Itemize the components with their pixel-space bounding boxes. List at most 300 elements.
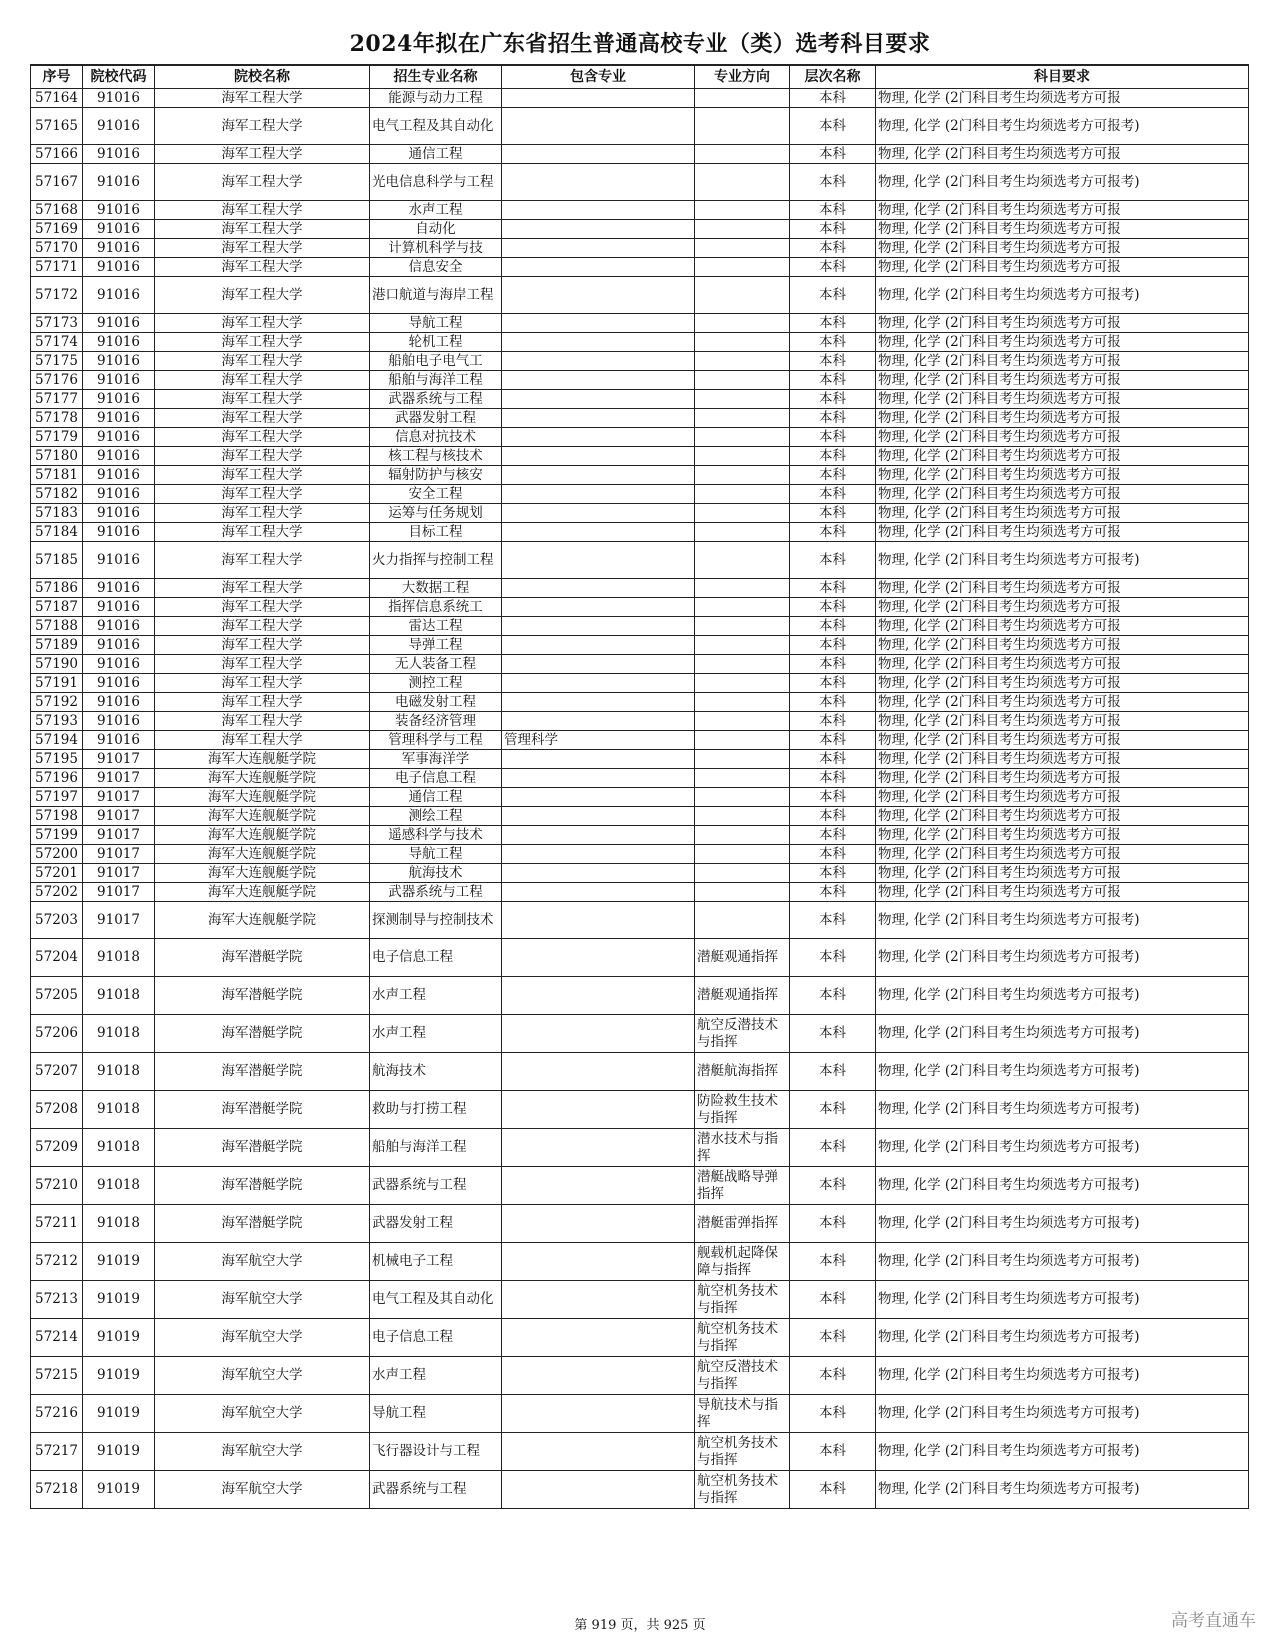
cell-requirement: 物理, 化学 (2门科目考生均须选考方可报 — [876, 239, 1249, 258]
cell-requirement: 物理, 化学 (2门科目考生均须选考方可报 — [876, 769, 1249, 788]
cell-school: 海军工程大学 — [155, 466, 370, 485]
cell-major: 通信工程 — [370, 145, 502, 164]
cell-code: 91016 — [83, 201, 155, 220]
table-row — [31, 447, 1249, 466]
cell-include — [502, 693, 695, 712]
cell-code: 91017 — [83, 883, 155, 902]
cell-code: 91019 — [83, 1471, 155, 1509]
cell-include — [502, 712, 695, 731]
cell-include — [502, 409, 695, 428]
cell-level: 本科 — [790, 693, 876, 712]
cell-code: 91016 — [83, 579, 155, 598]
cell-school: 海军工程大学 — [155, 314, 370, 333]
table-row — [31, 1357, 1249, 1395]
cell-direction — [695, 883, 790, 902]
cell-major: 管理科学与工程 — [370, 731, 502, 750]
cell-include — [502, 428, 695, 447]
page-footer: 第 919 页，共 925 页 — [574, 1618, 706, 1633]
cell-school: 海军大连舰艇学院 — [155, 826, 370, 845]
table-row — [31, 636, 1249, 655]
cell-school: 海军工程大学 — [155, 428, 370, 447]
cell-include — [502, 390, 695, 409]
cell-include — [502, 1281, 695, 1319]
cell-code: 91016 — [83, 447, 155, 466]
cell-major: 光电信息科学与工程 — [370, 164, 502, 201]
cell-code: 91016 — [83, 542, 155, 579]
cell-include — [502, 750, 695, 769]
cell-code: 91016 — [83, 352, 155, 371]
cell-code: 91017 — [83, 826, 155, 845]
cell-include — [502, 371, 695, 390]
cell-direction — [695, 826, 790, 845]
cell-level: 本科 — [790, 504, 876, 523]
cell-requirement: 物理, 化学 (2门科目考生均须选考方可报 — [876, 579, 1249, 598]
cell-code: 91018 — [83, 977, 155, 1015]
cell-direction: 航空反潜技术与指挥 — [695, 1357, 790, 1395]
cell-id: 57178 — [31, 409, 83, 428]
cell-school: 海军工程大学 — [155, 542, 370, 579]
cell-school: 海军潜艇学院 — [155, 1205, 370, 1243]
cell-id: 57199 — [31, 826, 83, 845]
cell-code: 91018 — [83, 939, 155, 977]
cell-direction — [695, 485, 790, 504]
cell-requirement: 物理, 化学 (2门科目考生均须选考方可报 — [876, 845, 1249, 864]
header-major: 招生专业名称 — [370, 65, 502, 89]
cell-code: 91017 — [83, 769, 155, 788]
cell-code: 91017 — [83, 788, 155, 807]
cell-id: 57180 — [31, 447, 83, 466]
cell-id: 57169 — [31, 220, 83, 239]
table-row — [31, 769, 1249, 788]
cell-level: 本科 — [790, 89, 876, 108]
table-row — [31, 1471, 1249, 1509]
cell-requirement: 物理, 化学 (2门科目考生均须选考方可报 — [876, 750, 1249, 769]
table-row — [31, 579, 1249, 598]
cell-include — [502, 1433, 695, 1471]
table-row — [31, 314, 1249, 333]
cell-direction — [695, 220, 790, 239]
cell-direction — [695, 314, 790, 333]
cell-direction — [695, 579, 790, 598]
table-row — [31, 598, 1249, 617]
cell-include — [502, 826, 695, 845]
cell-direction — [695, 731, 790, 750]
cell-include — [502, 807, 695, 826]
cell-major: 遥感科学与技术 — [370, 826, 502, 845]
table-row — [31, 655, 1249, 674]
cell-include — [502, 201, 695, 220]
table-row — [31, 409, 1249, 428]
cell-school: 海军工程大学 — [155, 89, 370, 108]
cell-include — [502, 258, 695, 277]
table-body — [31, 89, 1249, 1509]
table-row — [31, 333, 1249, 352]
cell-direction — [695, 788, 790, 807]
cell-include — [502, 902, 695, 939]
cell-direction — [695, 807, 790, 826]
cell-include — [502, 314, 695, 333]
cell-school: 海军工程大学 — [155, 655, 370, 674]
cell-id: 57189 — [31, 636, 83, 655]
table-row — [31, 826, 1249, 845]
cell-code: 91016 — [83, 523, 155, 542]
cell-code: 91016 — [83, 277, 155, 314]
cell-major: 安全工程 — [370, 485, 502, 504]
cell-requirement: 物理, 化学 (2门科目考生均须选考方可报 — [876, 807, 1249, 826]
cell-major: 电子信息工程 — [370, 939, 502, 977]
cell-major: 电子信息工程 — [370, 769, 502, 788]
cell-code: 91016 — [83, 712, 155, 731]
cell-id: 57218 — [31, 1471, 83, 1509]
cell-direction: 航空机务技术与指挥 — [695, 1433, 790, 1471]
table-row — [31, 1319, 1249, 1357]
cell-requirement: 物理, 化学 (2门科目考生均须选考方可报 — [876, 731, 1249, 750]
cell-include — [502, 89, 695, 108]
cell-direction — [695, 89, 790, 108]
table-row — [31, 258, 1249, 277]
cell-major: 武器发射工程 — [370, 1205, 502, 1243]
cell-code: 91016 — [83, 390, 155, 409]
table-row — [31, 1015, 1249, 1053]
cell-requirement: 物理, 化学 (2门科目考生均须选考方可报 — [876, 655, 1249, 674]
table-row — [31, 731, 1249, 750]
cell-major: 飞行器设计与工程 — [370, 1433, 502, 1471]
table-row — [31, 504, 1249, 523]
cell-direction — [695, 542, 790, 579]
cell-school: 海军工程大学 — [155, 220, 370, 239]
cell-id: 57172 — [31, 277, 83, 314]
cell-direction: 潜艇雷弹指挥 — [695, 1205, 790, 1243]
table-row — [31, 371, 1249, 390]
cell-code: 91018 — [83, 1167, 155, 1205]
cell-include — [502, 1319, 695, 1357]
cell-include — [502, 239, 695, 258]
cell-requirement: 物理, 化学 (2门科目考生均须选考方可报 — [876, 201, 1249, 220]
cell-school: 海军大连舰艇学院 — [155, 864, 370, 883]
table-row — [31, 1091, 1249, 1129]
cell-major: 电磁发射工程 — [370, 693, 502, 712]
cell-school: 海军航空大学 — [155, 1395, 370, 1433]
cell-direction — [695, 145, 790, 164]
cell-major: 信息安全 — [370, 258, 502, 277]
cell-school: 海军工程大学 — [155, 390, 370, 409]
cell-level: 本科 — [790, 1281, 876, 1319]
cell-requirement: 物理, 化学 (2门科目考生均须选考方可报考) — [876, 1471, 1249, 1509]
cell-id: 57217 — [31, 1433, 83, 1471]
cell-code: 91016 — [83, 89, 155, 108]
cell-school: 海军航空大学 — [155, 1243, 370, 1281]
cell-code: 91018 — [83, 1015, 155, 1053]
cell-level: 本科 — [790, 617, 876, 636]
table-row — [31, 1243, 1249, 1281]
cell-requirement: 物理, 化学 (2门科目考生均须选考方可报 — [876, 485, 1249, 504]
cell-code: 91016 — [83, 239, 155, 258]
cell-major: 电气工程及其自动化 — [370, 1281, 502, 1319]
cell-include — [502, 1357, 695, 1395]
cell-direction — [695, 655, 790, 674]
cell-school: 海军大连舰艇学院 — [155, 788, 370, 807]
cell-major: 武器系统与工程 — [370, 390, 502, 409]
cell-direction — [695, 277, 790, 314]
cell-code: 91016 — [83, 333, 155, 352]
cell-id: 57195 — [31, 750, 83, 769]
cell-major: 目标工程 — [370, 523, 502, 542]
cell-level: 本科 — [790, 371, 876, 390]
cell-id: 57176 — [31, 371, 83, 390]
table-row — [31, 807, 1249, 826]
cell-include — [502, 447, 695, 466]
cell-id: 57191 — [31, 674, 83, 693]
cell-include — [502, 108, 695, 145]
cell-include — [502, 864, 695, 883]
cell-major: 水声工程 — [370, 1357, 502, 1395]
cell-requirement: 物理, 化学 (2门科目考生均须选考方可报考) — [876, 1433, 1249, 1471]
cell-level: 本科 — [790, 750, 876, 769]
cell-code: 91016 — [83, 409, 155, 428]
cell-id: 57209 — [31, 1129, 83, 1167]
cell-direction — [695, 617, 790, 636]
cell-include — [502, 977, 695, 1015]
cell-level: 本科 — [790, 712, 876, 731]
cell-code: 91017 — [83, 902, 155, 939]
cell-major: 电气工程及其自动化 — [370, 108, 502, 145]
cell-include — [502, 598, 695, 617]
cell-include — [502, 1129, 695, 1167]
cell-code: 91019 — [83, 1395, 155, 1433]
cell-major: 船舶电子电气工 — [370, 352, 502, 371]
cell-school: 海军航空大学 — [155, 1281, 370, 1319]
cell-direction — [695, 845, 790, 864]
cell-id: 57177 — [31, 390, 83, 409]
cell-school: 海军大连舰艇学院 — [155, 845, 370, 864]
cell-include — [502, 504, 695, 523]
header-direction: 专业方向 — [695, 65, 790, 89]
cell-code: 91016 — [83, 485, 155, 504]
cell-id: 57201 — [31, 864, 83, 883]
cell-id: 57208 — [31, 1091, 83, 1129]
cell-requirement: 物理, 化学 (2门科目考生均须选考方可报 — [876, 617, 1249, 636]
cell-level: 本科 — [790, 390, 876, 409]
cell-requirement: 物理, 化学 (2门科目考生均须选考方可报 — [876, 466, 1249, 485]
cell-include — [502, 769, 695, 788]
cell-id: 57179 — [31, 428, 83, 447]
cell-major: 计算机科学与技 — [370, 239, 502, 258]
cell-major: 探测制导与控制技术 — [370, 902, 502, 939]
cell-code: 91016 — [83, 145, 155, 164]
table-row — [31, 201, 1249, 220]
table-row — [31, 89, 1249, 108]
cell-level: 本科 — [790, 1053, 876, 1091]
cell-include — [502, 333, 695, 352]
cell-level: 本科 — [790, 314, 876, 333]
cell-level: 本科 — [790, 1129, 876, 1167]
cell-level: 本科 — [790, 1357, 876, 1395]
cell-id: 57183 — [31, 504, 83, 523]
cell-requirement: 物理, 化学 (2门科目考生均须选考方可报 — [876, 788, 1249, 807]
table-row — [31, 164, 1249, 201]
table-row — [31, 977, 1249, 1015]
cell-include — [502, 883, 695, 902]
table-row — [31, 108, 1249, 145]
cell-school: 海军大连舰艇学院 — [155, 769, 370, 788]
cell-level: 本科 — [790, 1167, 876, 1205]
cell-school: 海军工程大学 — [155, 201, 370, 220]
cell-direction: 潜艇观通指挥 — [695, 977, 790, 1015]
cell-code: 91018 — [83, 1205, 155, 1243]
cell-include — [502, 1167, 695, 1205]
table-row — [31, 145, 1249, 164]
cell-id: 57198 — [31, 807, 83, 826]
header-level: 层次名称 — [790, 65, 876, 89]
cell-school: 海军工程大学 — [155, 485, 370, 504]
cell-school: 海军工程大学 — [155, 447, 370, 466]
cell-level: 本科 — [790, 1243, 876, 1281]
cell-major: 武器系统与工程 — [370, 1471, 502, 1509]
cell-direction — [695, 447, 790, 466]
cell-include — [502, 1091, 695, 1129]
cell-direction — [695, 598, 790, 617]
cell-requirement: 物理, 化学 (2门科目考生均须选考方可报 — [876, 447, 1249, 466]
cell-requirement: 物理, 化学 (2门科目考生均须选考方可报考) — [876, 542, 1249, 579]
cell-direction: 航空反潜技术与指挥 — [695, 1015, 790, 1053]
cell-level: 本科 — [790, 939, 876, 977]
cell-include — [502, 485, 695, 504]
cell-requirement: 物理, 化学 (2门科目考生均须选考方可报 — [876, 220, 1249, 239]
cell-id: 57213 — [31, 1281, 83, 1319]
table-row — [31, 466, 1249, 485]
cell-code: 91016 — [83, 598, 155, 617]
cell-major: 军事海洋学 — [370, 750, 502, 769]
cell-code: 91019 — [83, 1243, 155, 1281]
cell-direction: 潜艇战略导弹指挥 — [695, 1167, 790, 1205]
cell-school: 海军工程大学 — [155, 504, 370, 523]
table-row — [31, 617, 1249, 636]
cell-school: 海军工程大学 — [155, 598, 370, 617]
cell-major: 救助与打捞工程 — [370, 1091, 502, 1129]
cell-id: 57206 — [31, 1015, 83, 1053]
cell-major: 船舶与海洋工程 — [370, 1129, 502, 1167]
cell-direction: 航空机务技术与指挥 — [695, 1281, 790, 1319]
cell-code: 91016 — [83, 617, 155, 636]
cell-major: 电子信息工程 — [370, 1319, 502, 1357]
cell-direction: 航空机务技术与指挥 — [695, 1319, 790, 1357]
cell-level: 本科 — [790, 258, 876, 277]
cell-level: 本科 — [790, 164, 876, 201]
table-row — [31, 220, 1249, 239]
cell-requirement: 物理, 化学 (2门科目考生均须选考方可报考) — [876, 1129, 1249, 1167]
cell-level: 本科 — [790, 883, 876, 902]
page-title: 2024年拟在广东省招生普通高校专业（类）选考科目要求 — [349, 31, 931, 57]
cell-id: 57173 — [31, 314, 83, 333]
cell-code: 91016 — [83, 220, 155, 239]
table-row — [31, 1167, 1249, 1205]
cell-include — [502, 1205, 695, 1243]
cell-major: 信息对抗技术 — [370, 428, 502, 447]
cell-id: 57197 — [31, 788, 83, 807]
cell-major: 大数据工程 — [370, 579, 502, 598]
cell-school: 海军航空大学 — [155, 1433, 370, 1471]
cell-school: 海军工程大学 — [155, 371, 370, 390]
cell-requirement: 物理, 化学 (2门科目考生均须选考方可报 — [876, 409, 1249, 428]
cell-level: 本科 — [790, 674, 876, 693]
cell-code: 91016 — [83, 466, 155, 485]
table-row — [31, 883, 1249, 902]
cell-school: 海军工程大学 — [155, 333, 370, 352]
cell-requirement: 物理, 化学 (2门科目考生均须选考方可报 — [876, 258, 1249, 277]
cell-include — [502, 466, 695, 485]
cell-include — [502, 1053, 695, 1091]
cell-major: 测控工程 — [370, 674, 502, 693]
cell-direction: 潜艇观通指挥 — [695, 939, 790, 977]
cell-level: 本科 — [790, 239, 876, 258]
cell-direction — [695, 201, 790, 220]
cell-code: 91016 — [83, 693, 155, 712]
table-row — [31, 939, 1249, 977]
cell-requirement: 物理, 化学 (2门科目考生均须选考方可报 — [876, 636, 1249, 655]
cell-id: 57204 — [31, 939, 83, 977]
cell-requirement: 物理, 化学 (2门科目考生均须选考方可报考) — [876, 1015, 1249, 1053]
cell-include — [502, 636, 695, 655]
cell-school: 海军潜艇学院 — [155, 977, 370, 1015]
cell-id: 57175 — [31, 352, 83, 371]
cell-include — [502, 674, 695, 693]
cell-major: 水声工程 — [370, 201, 502, 220]
cell-direction — [695, 239, 790, 258]
cell-direction — [695, 750, 790, 769]
cell-major: 水声工程 — [370, 1015, 502, 1053]
cell-major: 武器系统与工程 — [370, 883, 502, 902]
cell-direction: 导航技术与指挥 — [695, 1395, 790, 1433]
cell-requirement: 物理, 化学 (2门科目考生均须选考方可报 — [876, 390, 1249, 409]
table-row — [31, 902, 1249, 939]
cell-direction — [695, 164, 790, 201]
cell-code: 91016 — [83, 636, 155, 655]
cell-school: 海军工程大学 — [155, 108, 370, 145]
cell-code: 91019 — [83, 1319, 155, 1357]
cell-code: 91017 — [83, 864, 155, 883]
cell-direction — [695, 352, 790, 371]
cell-level: 本科 — [790, 542, 876, 579]
cell-requirement: 物理, 化学 (2门科目考生均须选考方可报考) — [876, 1205, 1249, 1243]
table-row — [31, 239, 1249, 258]
cell-school: 海军潜艇学院 — [155, 939, 370, 977]
cell-requirement: 物理, 化学 (2门科目考生均须选考方可报考) — [876, 108, 1249, 145]
cell-direction — [695, 108, 790, 145]
cell-school: 海军潜艇学院 — [155, 1015, 370, 1053]
cell-id: 57166 — [31, 145, 83, 164]
cell-level: 本科 — [790, 845, 876, 864]
cell-direction — [695, 769, 790, 788]
cell-code: 91018 — [83, 1091, 155, 1129]
cell-school: 海军大连舰艇学院 — [155, 902, 370, 939]
cell-direction: 防险救生技术与指挥 — [695, 1091, 790, 1129]
cell-id: 57194 — [31, 731, 83, 750]
cell-requirement: 物理, 化学 (2门科目考生均须选考方可报 — [876, 333, 1249, 352]
table-row — [31, 864, 1249, 883]
cell-id: 57170 — [31, 239, 83, 258]
cell-school: 海军工程大学 — [155, 409, 370, 428]
table-row — [31, 1053, 1249, 1091]
cell-id: 57181 — [31, 466, 83, 485]
cell-level: 本科 — [790, 788, 876, 807]
cell-direction — [695, 523, 790, 542]
cell-include — [502, 845, 695, 864]
cell-id: 57185 — [31, 542, 83, 579]
cell-level: 本科 — [790, 333, 876, 352]
cell-requirement: 物理, 化学 (2门科目考生均须选考方可报 — [876, 89, 1249, 108]
cell-include — [502, 352, 695, 371]
cell-major: 轮机工程 — [370, 333, 502, 352]
